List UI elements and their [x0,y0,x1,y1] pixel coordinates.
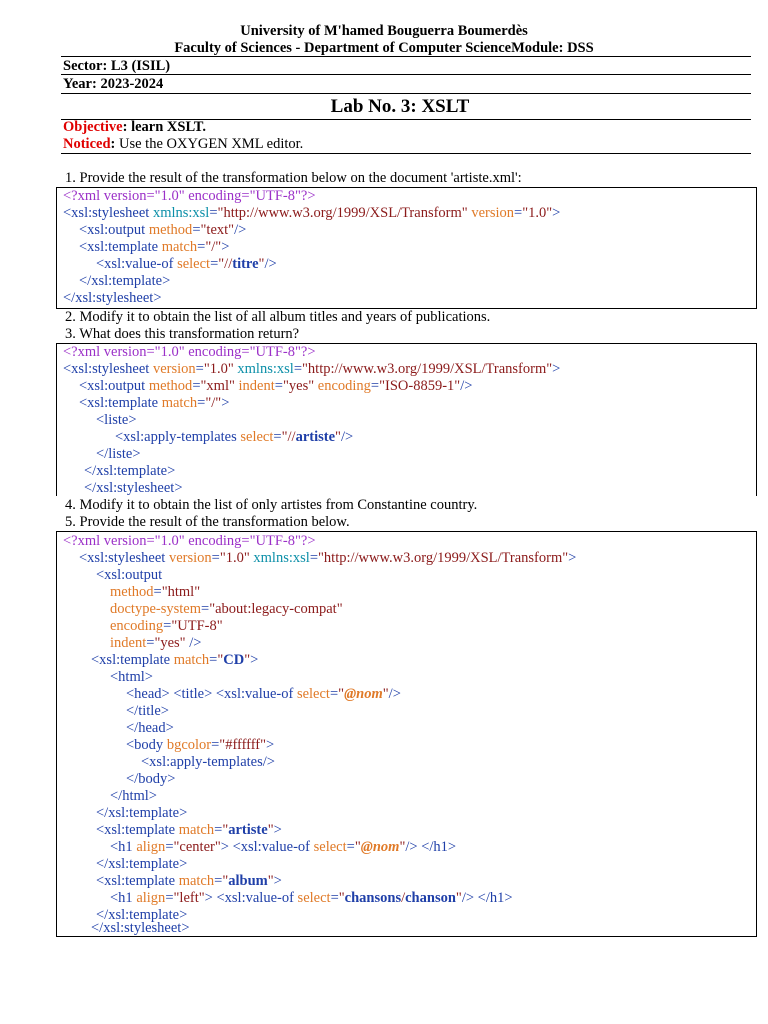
code-line [84,463,175,480]
sector-line: Sector: L3 (ISIL) [63,58,171,74]
code-token: version [152,361,196,377]
code-token: "text" [200,222,235,238]
code-token: " [455,890,462,906]
code-token: = [201,601,210,617]
code-token: = [346,839,355,855]
code-token: align [136,839,166,855]
question-4: 4. Modify it to obtain the list of only artistes from Constantine country. [65,497,478,513]
code-token: " [244,652,251,668]
code-token: method [110,584,154,600]
divider [61,93,751,94]
code-token: <head> <title> <xsl:value-of [126,686,297,702]
code-token: > [552,205,561,221]
code-token: "/" [205,395,222,411]
code-token: /> [460,378,473,394]
code-token: = [165,839,174,855]
question-5: 5. Provide the result of the transformation below. [65,514,350,530]
code-token: <xsl:template [91,652,174,668]
code-token: <xsl:output [96,567,163,583]
code-token: <xsl:output [79,378,149,394]
code-token: "UTF-8" [171,618,223,634]
code-token: <xsl:output [79,222,149,238]
code-line [96,412,137,429]
code-token: </xsl:stylesheet> [91,920,190,936]
code-token: " [335,429,341,445]
code-line [84,480,183,497]
code-token: method [148,222,193,238]
code-token: "about:legacy-compat" [209,601,343,617]
lab-title: Lab No. 3: XSLT [330,96,470,117]
code-token: </xsl:stylesheet> [84,480,183,496]
code-token: bgcolor [166,737,212,753]
code-token: chanson [405,890,456,906]
code-token: /> [234,222,247,238]
code-line [63,205,560,222]
code-token: doctype-system [110,601,202,617]
code-token: = [274,378,283,394]
code-token: = [192,378,201,394]
code-token: <xsl:stylesheet [63,205,153,221]
code-token: > [266,737,275,753]
code-token: /> </h1> [405,839,457,855]
noticed-label: Noticed [63,136,111,152]
code-token: /> [264,256,277,272]
code-line [126,703,169,720]
code-line [110,584,200,601]
code-line [96,822,282,839]
code-line [63,361,560,378]
code-token: </liste> [96,446,141,462]
faculty-line: Faculty of Sciences - Department of Computer ScienceModule: DSS [174,40,594,56]
code-token: > [221,395,230,411]
code-token: match [178,822,215,838]
code-token: <liste> [96,412,137,428]
code-line [126,771,175,788]
code-line [63,533,316,550]
divider [61,153,751,154]
code-token: </xsl:stylesheet> [63,290,162,306]
code-line [79,395,229,412]
code-token: <?xml version="1.0" encoding="UTF-8"?> [63,344,316,360]
code-token: select [177,256,211,272]
code-token: "#ffffff" [219,737,267,753]
code-token: CD [223,652,245,668]
divider [61,56,751,57]
code-token: "ISO-8859-1" [379,378,461,394]
code-token: </head> [126,720,174,736]
code-token: > [552,361,561,377]
code-token: <xsl:stylesheet [79,550,169,566]
code-token: / [401,890,406,906]
code-token: "http://www.w3.org/1999/XSL/Transform" [217,205,468,221]
code-line [110,601,343,618]
code-token: > [221,239,230,255]
code-line [63,188,316,205]
code-token: artiste [295,429,336,445]
code-token: > <xsl:value-of [220,839,314,855]
code-token: " [267,873,274,889]
code-line [110,788,157,805]
code-token: <?xml version="1.0" encoding="UTF-8"?> [63,188,316,204]
code-token: = [330,890,339,906]
code-token: = [211,550,220,566]
university-name: University of M'hamed Bouguerra Boumerdès [240,23,528,39]
code-line [79,222,246,239]
code-line [91,920,190,937]
code-token: </xsl:template> [79,273,171,289]
code-token: </xsl:template> [96,805,188,821]
code-token: select [240,429,274,445]
noticed-colon: : [110,136,116,152]
code-token: "1.0" [203,361,234,377]
code-token: = [209,652,218,668]
code-token: <xsl:apply-templates/> [141,754,275,770]
code-token: = [211,737,220,753]
code-line [96,256,277,273]
code-token: <html> [110,669,153,685]
code-token: chansons [344,890,402,906]
code-token: select [297,890,331,906]
code-token: = [195,361,204,377]
code-token: <xsl:template [79,239,162,255]
code-token: "yes" [154,635,186,651]
code-line [126,720,174,737]
code-line [96,856,187,873]
code-token: = [163,618,172,634]
code-token: "1.0" [522,205,553,221]
noticed-line [63,136,303,153]
objective-line [63,119,206,136]
code-token: = [514,205,523,221]
code-token: <h1 [110,839,137,855]
year-line: Year: 2023-2024 [63,76,164,92]
code-token: " [222,822,229,838]
code-token: "// [218,256,233,272]
code-token: align [136,890,166,906]
objective-text: learn XSLT. [127,119,206,135]
code-token: = [329,686,339,702]
code-token: > [568,550,577,566]
code-token: "// [281,429,296,445]
code-line [96,805,187,822]
code-token: = [293,361,302,377]
code-token: <?xml version="1.0" encoding="UTF-8"?> [63,533,316,549]
code-token: "http://www.w3.org/1999/XSL/Transform" [318,550,569,566]
code-token: match [178,873,215,889]
code-token: = [210,256,219,272]
objective-label: Objective [63,119,123,135]
code-token: > <xsl:value-of [204,890,298,906]
code-line [141,754,275,771]
code-token: <body [126,737,167,753]
code-line [63,290,162,307]
code-token: </html> [110,788,157,804]
code-token: "xml" [200,378,235,394]
code-token: /> [388,686,401,702]
code-token: select [313,839,347,855]
code-line [110,618,223,635]
code-token: = [197,239,206,255]
code-token: xmlns:xsl [249,550,310,566]
code-token: select [296,686,330,702]
code-token: </xsl:template> [96,907,188,923]
code-line [110,635,201,652]
code-token: " [338,686,345,702]
code-token: xmlns:xsl [152,205,210,221]
code-line [126,686,401,703]
code-token: "yes" [282,378,315,394]
code-token: </xsl:template> [96,856,188,872]
code-token: = [209,205,218,221]
code-token: > [273,873,282,889]
code-token: "html" [161,584,201,600]
code-token: indent [234,378,275,394]
code-token: <h1 [110,890,137,906]
code-token: </body> [126,771,176,787]
code-line [110,890,513,907]
code-line [96,446,141,463]
code-line [79,239,229,256]
code-token: = [146,635,155,651]
code-token: = [273,429,282,445]
code-token: version [467,205,515,221]
code-line [96,873,282,890]
code-token: @nom [344,686,383,702]
noticed-text: Use the OXYGEN XML editor. [115,136,304,152]
code-token: = [370,378,380,394]
code-line [115,429,353,446]
code-token: match [161,395,198,411]
code-line [63,344,316,361]
question-2: 2. Modify it to obtain the list of all album titles and years of publications. [65,309,491,325]
question-3: 3. What does this transformation return? [65,326,300,342]
code-token: /> [185,635,202,651]
code-token: artiste [228,822,268,838]
code-token: match [161,239,198,255]
code-token: = [165,890,174,906]
code-token: <xsl:template [96,873,179,889]
code-token: "/" [205,239,222,255]
code-token: = [192,222,201,238]
code-token: album [228,873,268,889]
code-token: "center" [173,839,221,855]
code-token: <xsl:template [79,395,162,411]
code-token: match [173,652,210,668]
code-token: encoding [314,378,371,394]
question-1: 1. Provide the result of the transformation below on the document 'artiste.xml': [65,170,522,186]
code-token: </title> [126,703,169,719]
divider [61,74,751,75]
code-line [79,550,576,567]
code-token: <xsl:value-of [96,256,178,272]
code-token: titre [232,256,259,272]
code-line [126,737,274,754]
code-token: = [214,822,223,838]
code-token: </xsl:template> [84,463,176,479]
code-token: > [250,652,259,668]
code-token: " [258,256,265,272]
code-token: <xsl:apply-templates [115,429,241,445]
code-token: "1.0" [219,550,250,566]
code-line [110,839,456,856]
code-token: encoding [110,618,164,634]
objective-colon: : [122,119,128,135]
code-token: indent [110,635,147,651]
code-token: " [338,890,345,906]
code-token: version [168,550,212,566]
code-line [91,652,258,669]
code-token: /> [340,429,354,445]
code-token: method [148,378,193,394]
code-token: <xsl:stylesheet [63,361,153,377]
code-token: xmlns:xsl [233,361,294,377]
code-token: @nom [360,839,400,855]
code-token: = [214,873,223,889]
code-line [79,378,472,395]
code-token: "left" [173,890,205,906]
code-token: <xsl:template [96,822,179,838]
code-line [79,273,170,290]
code-token: "http://www.w3.org/1999/XSL/Transform" [302,361,553,377]
code-token: > [273,822,282,838]
code-line [110,669,153,686]
code-token: /> </h1> [461,890,513,906]
code-token: " [399,839,406,855]
code-token: " [217,652,224,668]
code-token: = [309,550,318,566]
code-token: " [267,822,274,838]
code-token: " [354,839,361,855]
code-token: " [222,873,229,889]
code-token: = [197,395,206,411]
code-token: = [153,584,162,600]
code-token: " [382,686,389,702]
code-line [96,567,162,584]
